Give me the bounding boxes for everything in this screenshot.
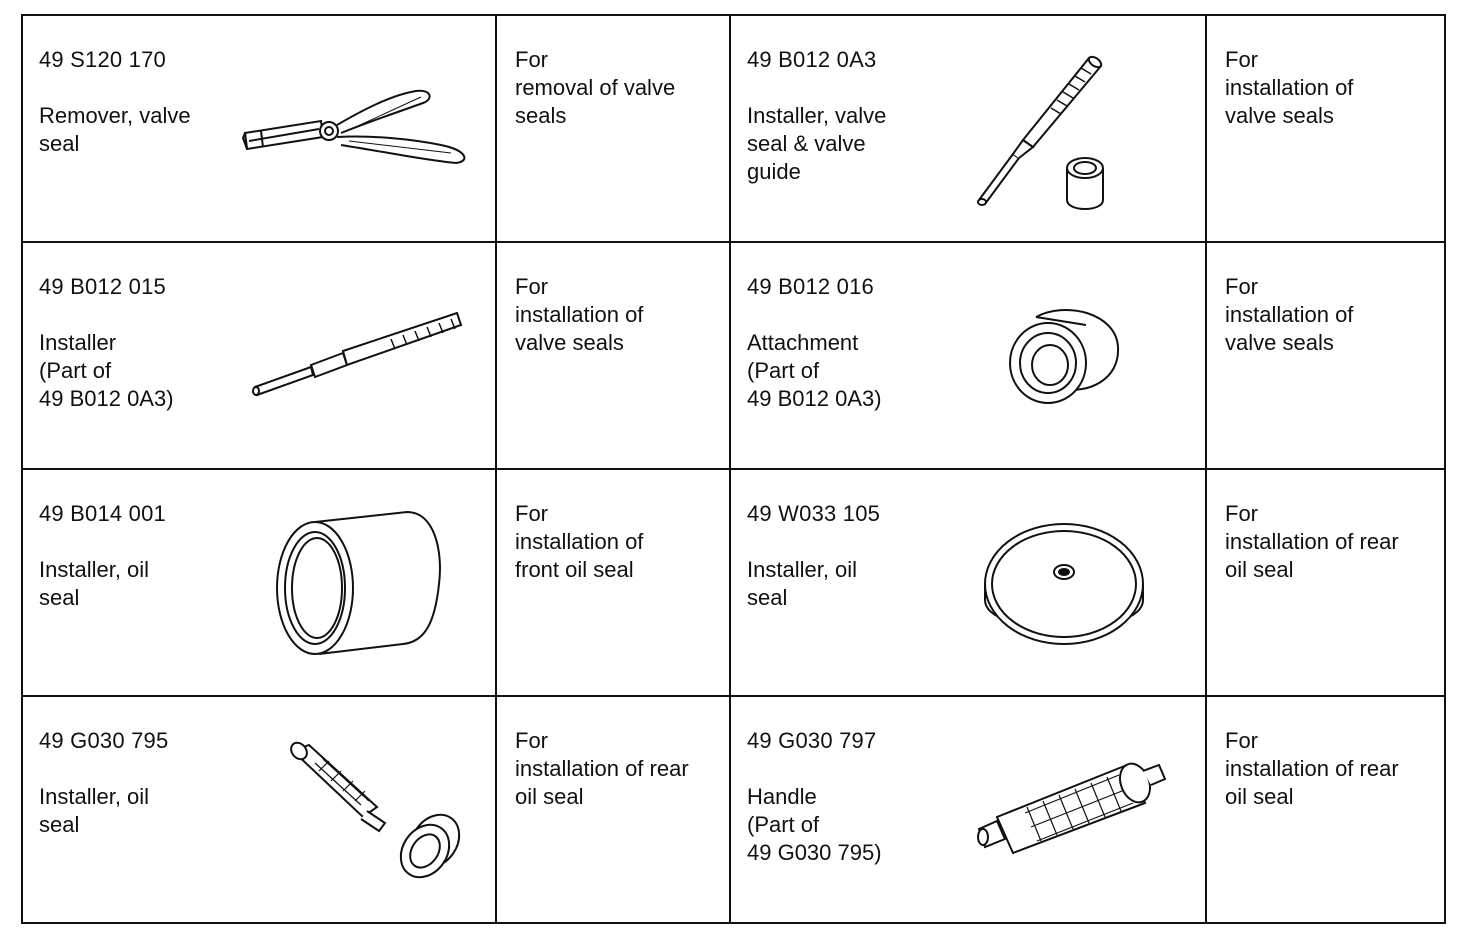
tool-purpose: For installation of front oil seal (515, 501, 644, 582)
tool-purpose: For installation of rear oil seal (1225, 501, 1399, 582)
tool-cell (22, 15, 496, 242)
part-number: 49 B014 001 (39, 501, 166, 526)
tool-purpose: For installation of rear oil seal (1225, 728, 1399, 809)
part-number: 49 B012 0A3 (747, 47, 877, 72)
part-number: 49 B012 016 (747, 274, 874, 299)
tool-purpose: For installation of valve seals (1225, 47, 1354, 128)
tool-purpose: For installation of valve seals (515, 274, 644, 355)
purpose-cell (496, 696, 730, 923)
part-number: 49 G030 795 (39, 728, 169, 753)
tool-cell (22, 696, 496, 923)
tool-cell (730, 15, 1206, 242)
tool-cell (730, 242, 1206, 469)
tool-name: Attachment (Part of 49 B012 0A3) (747, 330, 882, 411)
table-row (22, 469, 1445, 696)
tool-name: Handle (Part of 49 G030 795) (747, 784, 882, 865)
tool-cell (22, 242, 496, 469)
tool-cell (22, 469, 496, 696)
tool-name: Installer, oil seal (39, 784, 150, 837)
tool-purpose: For removal of valve seals (515, 47, 676, 128)
attachment-sleeve-icon (1006, 303, 1126, 413)
part-number: 49 G030 797 (747, 728, 877, 753)
knurled-handle-icon (967, 749, 1167, 869)
installer-rod-icon (251, 307, 466, 402)
tool-name: Installer, oil seal (39, 557, 150, 610)
tool-name: Installer, valve seal & valve guide (747, 103, 887, 184)
disc-installer-icon (981, 518, 1151, 658)
purpose-cell (496, 469, 730, 696)
part-number: 49 S120 170 (39, 47, 166, 72)
table-row (22, 242, 1445, 469)
tool-name: Remover, valve seal (39, 103, 191, 156)
special-tools-table (21, 14, 1446, 924)
table-row (22, 696, 1445, 923)
tool-cell (730, 469, 1206, 696)
tool-name: Installer, oil seal (747, 557, 858, 610)
installer-with-sleeve-icon (971, 50, 1161, 215)
part-number: 49 W033 105 (747, 501, 881, 526)
purpose-cell (496, 242, 730, 469)
tool-cell (730, 696, 1206, 923)
tool-purpose: For installation of valve seals (1225, 274, 1354, 355)
purpose-cell (1206, 15, 1445, 242)
table-row (22, 15, 1445, 242)
cylinder-installer-icon (275, 504, 445, 664)
tool-purpose: For installation of rear oil seal (515, 728, 689, 809)
purpose-cell (496, 15, 730, 242)
handle-with-ring-icon (275, 741, 450, 876)
tool-name: Installer (Part of 49 B012 0A3) (39, 330, 174, 411)
purpose-cell (1206, 696, 1445, 923)
pliers-icon (241, 81, 476, 176)
purpose-cell (1206, 242, 1445, 469)
purpose-cell (1206, 469, 1445, 696)
part-number: 49 B012 015 (39, 274, 166, 299)
